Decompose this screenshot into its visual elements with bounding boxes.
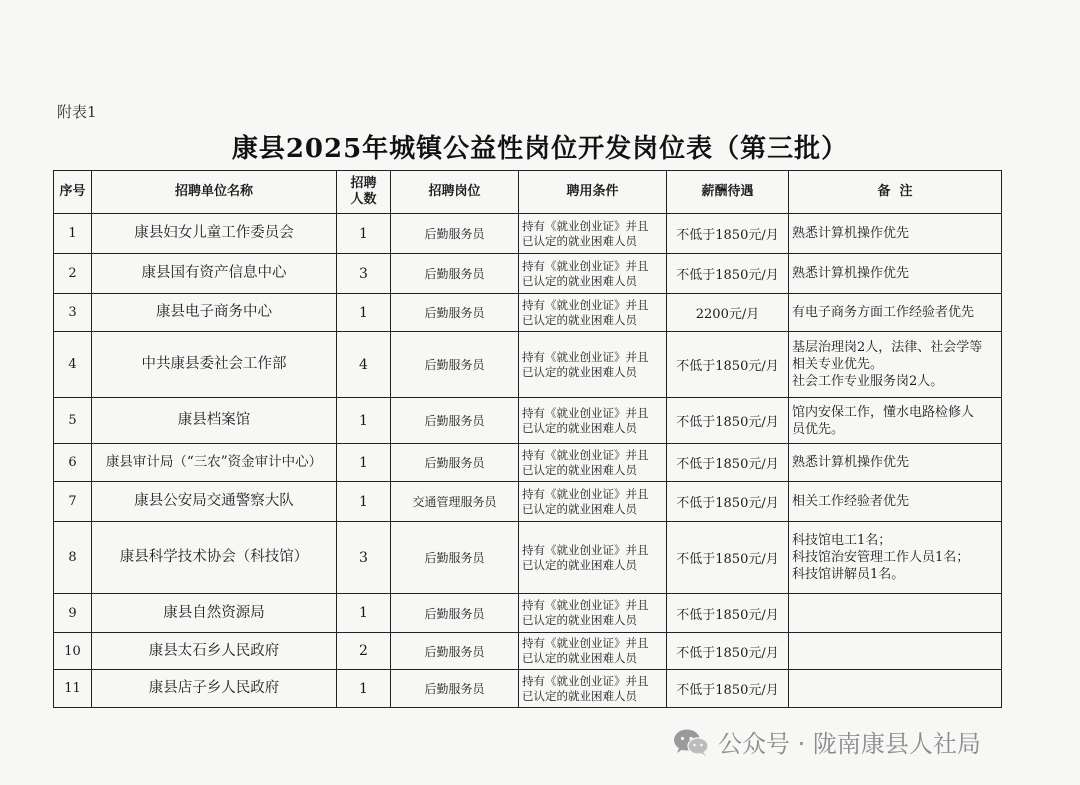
cell-seq: 8	[54, 522, 92, 594]
cell-note	[789, 670, 1002, 708]
cell-condition: 持有《就业创业证》并且 已认定的就业困难人员	[519, 594, 667, 633]
wechat-watermark	[672, 724, 981, 759]
cell-note: 熟悉计算机操作优先	[789, 444, 1002, 482]
cell-seq: 3	[54, 294, 92, 332]
table-row	[54, 522, 1002, 594]
wechat-icon	[672, 727, 710, 757]
cell-count: 1	[337, 398, 391, 444]
cell-condition: 持有《就业创业证》并且 已认定的就业困难人员	[519, 254, 667, 294]
watermark-text: 公众号 · 陇南康县人社局	[718, 730, 981, 758]
cell-position: 后勤服务员	[391, 670, 519, 708]
cell-count: 1	[337, 294, 391, 332]
cell-position: 后勤服务员	[391, 214, 519, 254]
cell-unit: 康县店子乡人民政府	[92, 670, 337, 708]
header-pay: 薪酬待遇	[667, 171, 789, 214]
cell-position: 后勤服务员	[391, 522, 519, 594]
header-seq: 序号	[54, 171, 92, 214]
cell-condition: 持有《就业创业证》并且 已认定的就业困难人员	[519, 670, 667, 708]
cell-unit: 中共康县委社会工作部	[92, 332, 337, 398]
cell-count: 4	[337, 332, 391, 398]
table-row	[54, 444, 1002, 482]
cell-note: 熟悉计算机操作优先	[789, 214, 1002, 254]
cell-condition: 持有《就业创业证》并且 已认定的就业困难人员	[519, 332, 667, 398]
cell-condition: 持有《就业创业证》并且 已认定的就业困难人员	[519, 522, 667, 594]
cell-pay: 不低于1850元/月	[667, 633, 789, 670]
cell-unit: 康县电子商务中心	[92, 294, 337, 332]
cell-position: 后勤服务员	[391, 633, 519, 670]
cell-condition: 持有《就业创业证》并且 已认定的就业困难人员	[519, 398, 667, 444]
table-row	[54, 594, 1002, 633]
cell-note: 馆内安保工作，懂水电路检修人 员优先。	[789, 398, 1002, 444]
cell-pay: 2200元/月	[667, 294, 789, 332]
cell-condition: 持有《就业创业证》并且 已认定的就业困难人员	[519, 482, 667, 522]
cell-position: 交通管理服务员	[391, 482, 519, 522]
cell-note	[789, 633, 1002, 670]
cell-seq: 4	[54, 332, 92, 398]
cell-position: 后勤服务员	[391, 398, 519, 444]
header-position: 招聘岗位	[391, 171, 519, 214]
cell-position: 后勤服务员	[391, 444, 519, 482]
cell-pay: 不低于1850元/月	[667, 332, 789, 398]
page-title: 康县2025年城镇公益性岗位开发岗位表（第三批）	[231, 134, 849, 164]
cell-note: 科技馆电工1名； 科技馆治安管理工作人员1名； 科技馆讲解员1名。	[789, 522, 1002, 594]
cell-note: 熟悉计算机操作优先	[789, 254, 1002, 294]
cell-pay: 不低于1850元/月	[667, 254, 789, 294]
cell-pay: 不低于1850元/月	[667, 398, 789, 444]
table-row	[54, 254, 1002, 294]
cell-count: 1	[337, 670, 391, 708]
cell-unit: 康县自然资源局	[92, 594, 337, 633]
cell-position: 后勤服务员	[391, 294, 519, 332]
cell-note: 基层治理岗2人，法律、社会学等 相关专业优先。 社会工作专业服务岗2人。	[789, 332, 1002, 398]
cell-count: 1	[337, 214, 391, 254]
cell-seq: 1	[54, 214, 92, 254]
header-count: 招聘 人数	[337, 171, 391, 214]
cell-unit: 康县妇女儿童工作委员会	[92, 214, 337, 254]
cell-count: 1	[337, 594, 391, 633]
appendix-label: 附表1	[57, 103, 97, 121]
cell-pay: 不低于1850元/月	[667, 594, 789, 633]
header-condition: 聘用条件	[519, 171, 667, 214]
cell-seq: 9	[54, 594, 92, 633]
cell-unit: 康县太石乡人民政府	[92, 633, 337, 670]
header-note: 备 注	[789, 171, 1002, 214]
cell-condition: 持有《就业创业证》并且 已认定的就业困难人员	[519, 294, 667, 332]
table-row	[54, 214, 1002, 254]
table-row	[54, 332, 1002, 398]
cell-unit: 康县公安局交通警察大队	[92, 482, 337, 522]
cell-position: 后勤服务员	[391, 332, 519, 398]
cell-condition: 持有《就业创业证》并且 已认定的就业困难人员	[519, 633, 667, 670]
cell-unit: 康县科学技术协会（科技馆）	[92, 522, 337, 594]
cell-count: 1	[337, 482, 391, 522]
cell-seq: 2	[54, 254, 92, 294]
cell-pay: 不低于1850元/月	[667, 444, 789, 482]
cell-unit: 康县档案馆	[92, 398, 337, 444]
cell-pay: 不低于1850元/月	[667, 482, 789, 522]
cell-seq: 11	[54, 670, 92, 708]
cell-pay: 不低于1850元/月	[667, 670, 789, 708]
cell-seq: 5	[54, 398, 92, 444]
table-header-row	[54, 171, 1002, 214]
cell-condition: 持有《就业创业证》并且 已认定的就业困难人员	[519, 214, 667, 254]
recruitment-table	[53, 170, 1002, 708]
table-row	[54, 633, 1002, 670]
cell-note: 相关工作经验者优先	[789, 482, 1002, 522]
cell-unit: 康县国有资产信息中心	[92, 254, 337, 294]
cell-count: 3	[337, 254, 391, 294]
cell-seq: 7	[54, 482, 92, 522]
cell-count: 1	[337, 444, 391, 482]
cell-count: 2	[337, 633, 391, 670]
cell-unit: 康县审计局（“三农”资金审计中心）	[92, 444, 337, 482]
cell-note: 有电子商务方面工作经验者优先	[789, 294, 1002, 332]
header-unit: 招聘单位名称	[92, 171, 337, 214]
cell-seq: 10	[54, 633, 92, 670]
cell-count: 3	[337, 522, 391, 594]
cell-pay: 不低于1850元/月	[667, 214, 789, 254]
table-row	[54, 670, 1002, 708]
table-row	[54, 398, 1002, 444]
cell-seq: 6	[54, 444, 92, 482]
cell-position: 后勤服务员	[391, 594, 519, 633]
table-row	[54, 482, 1002, 522]
cell-condition: 持有《就业创业证》并且 已认定的就业困难人员	[519, 444, 667, 482]
table-row	[54, 294, 1002, 332]
cell-position: 后勤服务员	[391, 254, 519, 294]
cell-pay: 不低于1850元/月	[667, 522, 789, 594]
cell-note	[789, 594, 1002, 633]
